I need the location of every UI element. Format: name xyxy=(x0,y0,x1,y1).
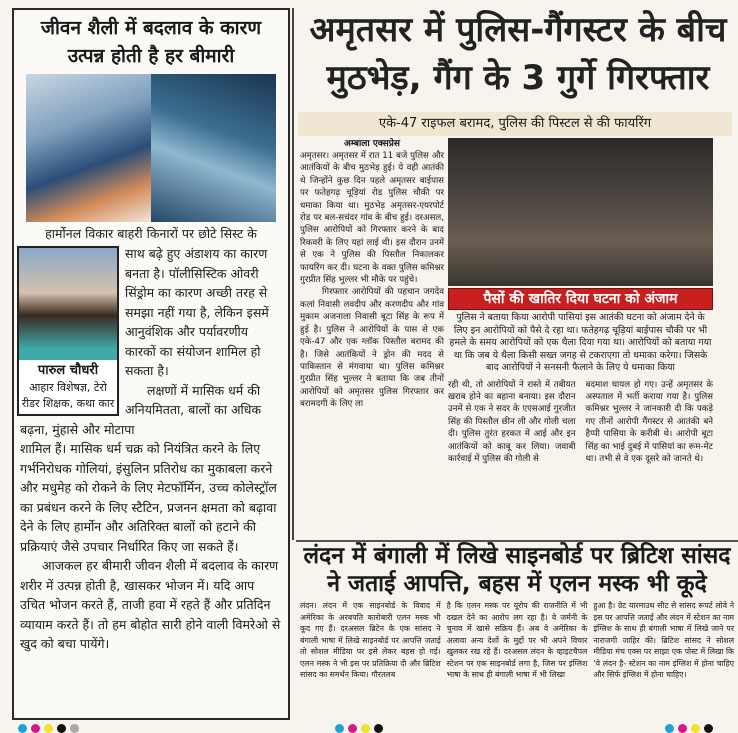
article-column: लंदन। लंदन में एक साइनबोर्ड के विवाद में अमेरिका के अरबपति कारोबारी एलन मस्क भी कूद गए हैं। दरअसल ब्रिटेन के एक सांसद ने बंगाली भाषा में लिखे साइनबोर्ड पर आपत्ति जताई तो सोशल मीडिया पर इसे लेकर बहस हो गई। एलन मस्क ने भी इस पर प्रतिक्रिया दी और ब्रिटिश सांसद का समर्थन किया। गौरतलब xyxy=(300,601,441,679)
black-dot xyxy=(57,724,66,733)
paragraph: साथ बढ़े हुए अंडाशय का कारण बनता है। पॉलीसिस्टिक ओवरी सिंड्रोम का कारण अच्छी तरह से समझा नहीं गया है, लेकिन इसमें आनुवंशिक और पर्यावरणीय कारकों का संयोजन शामिल हो सकता है। xyxy=(125,246,269,378)
paragraph: गिरफ्तार आरोपियों की पहचान जगदेव कलां निवासी लवदीप और करणदीप और गांव मुकाम अजनाला निवासी बूटा सिंह के रूप में हुई है। पुलिस ने आरोपियों के पास से एक एके-47 और एक ग्लॉक पिस्तौल बरामद की है। जिसे आतंकियों ने ड्रोन की मदद से पाकिस्तान से मंगवाया था। पुलिस कमिश्नर गुरप्रीत सिंह भुल्लर ने बताया कि जब तीनों आरोपियों को अमृतसर पुलिस गिरफ्तार कर बरामदगी के लिए ला xyxy=(300,287,444,410)
registration-marks xyxy=(335,724,383,733)
health-article xyxy=(12,8,290,720)
article-title: जीवन शैली में बदलाव के कारण उत्पन्न होती है हर बीमारी xyxy=(40,17,262,67)
bottom-headline: लंदन में बंगाली में लिखे साइनबोर्ड पर ब्रिटिश सांसद ने जताई आपत्ति, बहस में एलन मस्क भी कूदे xyxy=(303,543,731,597)
anatomy-image xyxy=(26,74,151,222)
image-row xyxy=(26,74,276,222)
article-column: है कि एलन मस्क पर यूरोप की राजनीति में भी दखल देने का आरोप लग रहा है। वे जर्मनी के चुनाव में खासे सक्रिय हैं। अब वे अमेरिका के अलावा अन्य देशों के मुद्दों पर भी अपने विचार खुलकर रख रहे हैं। दरअसल लंदन के व्हाइटचैपल स्टेशन पर एक साइनबोर्ड लगा है, जिस पर इंग्लिश भाषा के साथ ही बंगाली भाषा में भी लिखा xyxy=(446,601,588,679)
dateline: अम्बाला एक्सप्रेस xyxy=(344,139,400,149)
banner-text: पुलिस ने बताया किया आरोपी पासियां इस आतंकी घटना को अंजाम देने के लिए इन आरोपियों को पैसे दे रहा था। फतेहगढ़ चूड़ियां बाईपास चौकी पर भी हमले के समय आरोपियों को एक थैला दिया गया था। आरोपियों को बताया गया था कि जब ये थैला किसी सख्त जगह से टकराएगा तो धमाका करेगा। जिसके बाद आरोपियों ने सनसनी फैलाने के लिए ये धमाका किया xyxy=(449,312,712,373)
column-rule xyxy=(292,8,294,540)
yellow-dot xyxy=(361,724,370,733)
registration-marks xyxy=(18,724,79,733)
main-headline: अमृतसर में पुलिस-गैंगस्टर के बीच मुठभेड़, गैंग के 3 गुर्गे गिरफ्तार xyxy=(309,10,727,98)
author-role: आहार विशेषज्ञ, टेरो रीडर शिक्षक, कथा कार xyxy=(21,381,115,410)
caption-line: हार्मोनल विकार बाहरी किनारों पर छोटे सिस्ट के xyxy=(45,226,257,241)
magenta-dot xyxy=(31,724,40,733)
gray-dot xyxy=(70,724,79,733)
author-photo xyxy=(19,248,117,360)
author-name: पारुल चौधरी xyxy=(37,363,99,378)
paragraph: आजकल हर बीमारी जीवन शैली में बदलाव के कारण शरीर में उत्पन्न होती है, खासकर भोजन में। यदि आप उचित भोजन करते हैं, ताजी हवा में रहते हैं और प्रतिदिन व्यायाम करते हैं। तो हम बोहोत सारी होने वाली विमरेओ से खुद को बचा पायेंगे। xyxy=(20,558,281,651)
surgery-image xyxy=(151,74,276,222)
author-box xyxy=(17,246,119,416)
article-column: रही थी, तो आरोपियों ने रास्ते में तबीयत खराब होने का बहाना बनाया। इस दौरान उनमें से एक ने सदर के एएसआई गुरजीत सिंह की पिस्तौल छीन ली और गोली चला दी। पुलिस तुरंत हरकत में आई और इन आतंकियों को काबू कर लिया। जवाबी कार्रवाई में पुलिस की गोली से xyxy=(448,379,576,464)
paragraph: शामिल हैं। मासिक धर्म चक्र को नियंत्रित करने के लिए गर्भनिरोधक गोलियां, इंसुलिन प्रतिरोध का मुकाबला करने और मधुमेह को रोकने के लिए मेटफॉर्मिन, उच्च कोलेस्ट्रॉल का प्रबंधन करने के लिए स्टैटिन, प्रजनन क्षमता को बढ़ावा देने के लिए हार्मोन और अतिरिक्त बालों को हटाने की प्रक्रियाएं जैसे उपचार निर्धारित किए जा सकते हैं। xyxy=(20,441,277,554)
section-banner: पैसों की खातिर दिया घटना को अंजाम xyxy=(448,288,713,310)
article-column: हुआ है। ग्रेट यारमाउथ सीट से सांसद रूपर्ट लोवे ने इस पर आपत्ति जताई और लंदन में स्टेशन का नाम इंग्लिश के साथ ही बंगाली भाषा में लिखे जाने पर नाराजगी जाहिर की। ब्रिटिश सांसद ने सोशल मीडिया मंच एक्स पर साझा एक पोस्ट में लिखा कि 'ये लंदन है- स्टेशन का नाम इंग्लिश में होना चाहिए और सिर्फ इंग्लिश में होना चाहिए। xyxy=(593,601,735,679)
paragraph: अमृतसर। अमृतसर में रात 11 बजे पुलिस और आतंकियों के बीच मुठभेड़ हुई। ये वही आतंकी थे जिन्होंने कुछ दिन पहले अमृतसर बाईपास पर फतेहगढ़ चूड़ियां रोड पुलिस चौकी पर धमाका किया था। मुठभेड़ अमृतसर-एयरपोर्ट रोड पर बल-सचंदर गांव के बीच हुई। दरअसल, पुलिस आरोपियों को गिरफ्तार करने के बाद रिकवरी के लिए यहां लाई थी। इस दौरान उनमें से एक ने पुलिस की पिस्तौल निकालकर फायरिंग कर दी। घटना के वक्त पुलिस कमिश्नर गुरप्रीत सिंह भुल्लर भी मौके पर पहुंचे। xyxy=(300,151,444,286)
bottom-article xyxy=(296,540,738,722)
article-column xyxy=(300,138,444,538)
article-body xyxy=(20,244,282,654)
three-columns xyxy=(296,598,738,681)
cyan-dot xyxy=(665,724,674,733)
two-columns xyxy=(448,379,713,466)
yellow-dot xyxy=(691,724,700,733)
police-photo xyxy=(448,138,713,286)
sub-headline: एके-47 राइफल बरामद, पुलिस की पिस्टल से की फायरिंग xyxy=(298,112,732,136)
paragraph: लक्षणों में मासिक धर्म की अनियमितता, बालों का अधिक बढ़ना, मुंहासे और मोटापा xyxy=(20,382,262,437)
registration-marks xyxy=(665,724,713,733)
article-column: बदमाश घायल हो गए। उन्हें अमृतसर के अस्पताल में भर्ती कराया गया है। पुलिस कमिश्नर भुल्लर ने जानकारी दी कि पकड़े गए तीनों आरोपी गैंगस्टर से आतंकी बने हैप्पी पासिया के करीबी थे। आरोपी बूटा सिंह का भाई दुबई में पासियां का रूम-मेट था। तभी से वे एक दूसरे को जानते थे। xyxy=(585,379,713,464)
black-dot xyxy=(704,724,713,733)
magenta-dot xyxy=(678,724,687,733)
cyan-dot xyxy=(18,724,27,733)
magenta-dot xyxy=(348,724,357,733)
black-dot xyxy=(374,724,383,733)
cyan-dot xyxy=(335,724,344,733)
right-section xyxy=(448,138,713,538)
author-caption xyxy=(19,360,117,414)
yellow-dot xyxy=(44,724,53,733)
